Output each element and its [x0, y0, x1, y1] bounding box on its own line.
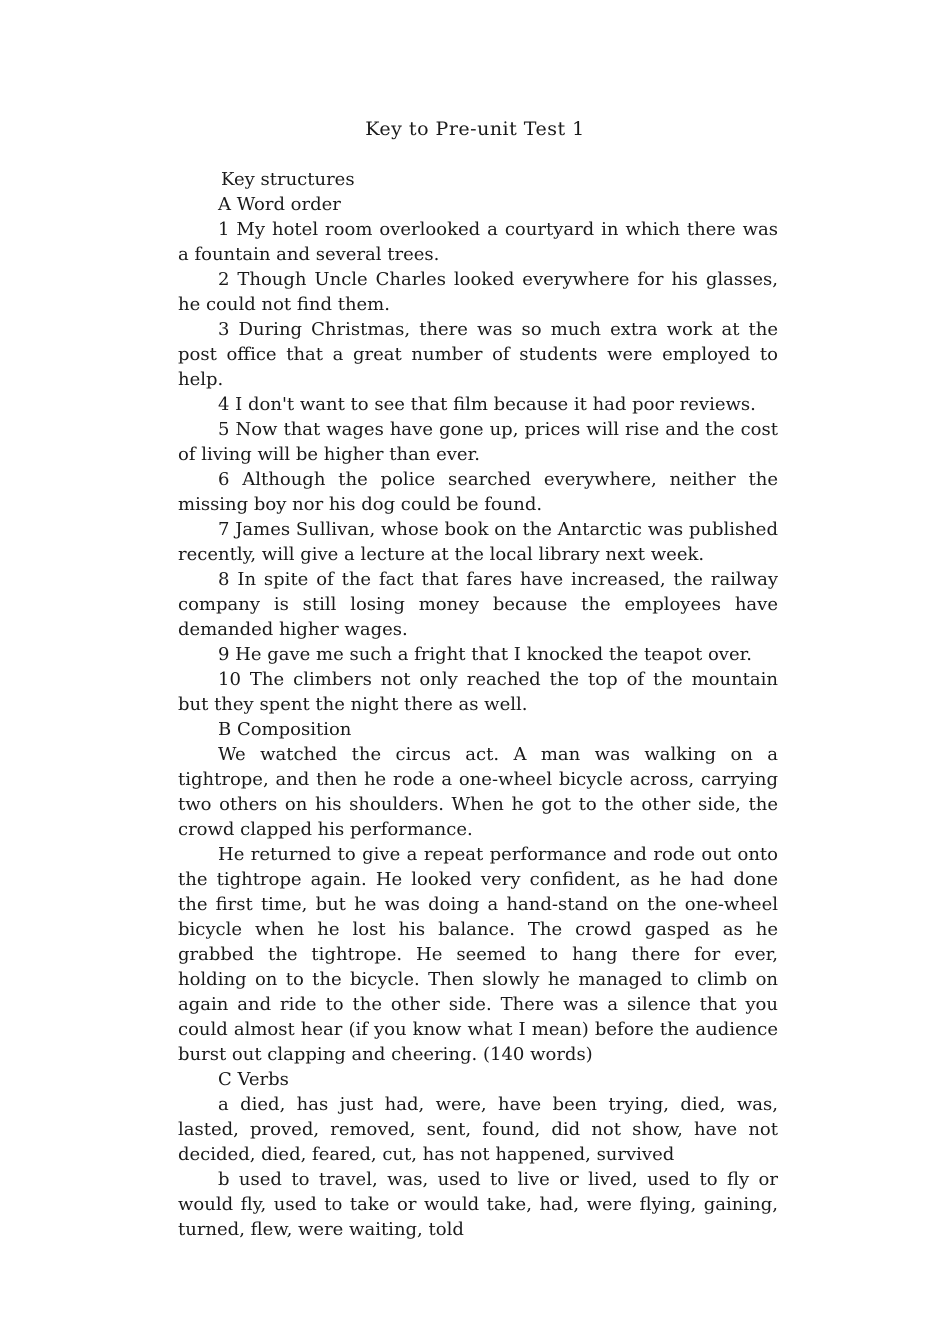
word-order-item: 2 Though Uncle Charles looked everywhere for his glasses, he could not find them.	[178, 269, 778, 315]
section-heading-key-structures: Key structures	[221, 169, 355, 190]
word-order-item: 3 During Christmas, there was so much extra work at the post office that a great number of students were employed to help.	[178, 319, 778, 390]
word-order-item: 8 In spite of the fact that fares have increased, the railway company is still losing money because the employees have demanded higher wages.	[178, 569, 778, 640]
word-order-item: 10 The climbers not only reached the top of the mountain but they spent the night there as well.	[178, 669, 778, 715]
document-body	[178, 167, 778, 1242]
word-order-item: 6 Although the police searched everywhere, neither the missing boy nor his dog could be found.	[178, 469, 778, 515]
verbs-item: b used to travel, was, used to live or lived, used to fly or would fly, used to take or would take, had, were flying, gaining, turned, flew, were waiting, told	[178, 1169, 778, 1240]
page-title: Key to Pre-unit Test 1	[365, 118, 585, 140]
section-a-heading: A Word order	[218, 194, 341, 215]
word-order-item: 1 My hotel room overlooked a courtyard in which there was a fountain and several trees.	[178, 219, 778, 265]
composition-paragraph: He returned to give a repeat performance and rode out onto the tightrope again. He looked very confident, as he had done the first time, but he was doing a hand-stand on the one-wheel bicycle when he lost his balance. The crowd gasped as he grabbed the tightrope. He seemed to hang there for ever, holding on to the bicycle. Then slowly he managed to climb on again and ride to the other side. There was a silence that you could almost hear (if you know what I mean) before the audience burst out clapping and cheering. (140 words)	[178, 844, 778, 1065]
verbs-item: a died, has just had, were, have been trying, died, was, lasted, proved, removed, sent, found, did not show, have not decided, died, feared, cut, has not happened, survived	[178, 1094, 778, 1165]
word-order-item: 9 He gave me such a fright that I knocked the teapot over.	[218, 644, 752, 665]
word-order-item: 4 I don't want to see that film because it had poor reviews.	[218, 394, 756, 415]
section-b-heading: B Composition	[218, 719, 352, 740]
word-order-item: 7 James Sullivan, whose book on the Antarctic was published recently, will give a lecture at the local library next week.	[178, 519, 778, 565]
section-c-heading: C Verbs	[218, 1069, 289, 1090]
word-order-item: 5 Now that wages have gone up, prices will rise and the cost of living will be higher than ever.	[178, 419, 778, 465]
composition-paragraph: We watched the circus act. A man was walking on a tightrope, and then he rode a one-wheel bicycle across, carrying two others on his shoulders. When he got to the other side, the crowd clapped his performance.	[178, 744, 778, 840]
